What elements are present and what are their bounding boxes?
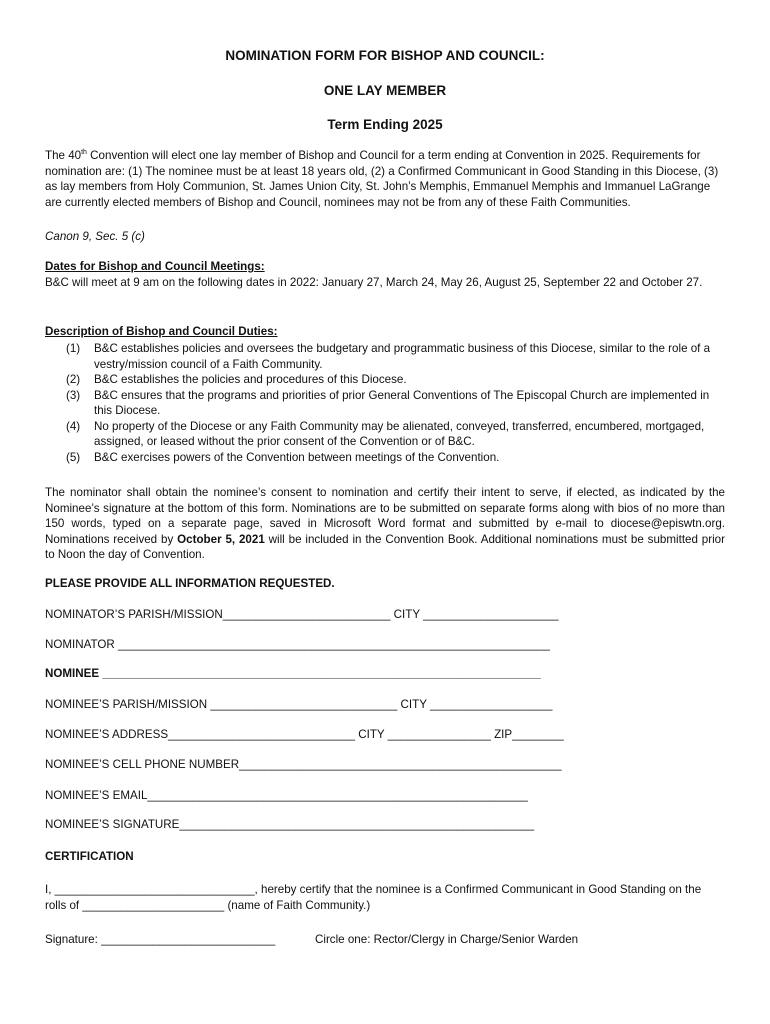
- list-item: [66, 341, 716, 372]
- form-title: NOMINATION FORM FOR BISHOP AND COUNCIL:: [225, 48, 545, 63]
- list-item: [66, 372, 716, 388]
- deadline-date: October 5, 2021: [177, 532, 265, 546]
- please-provide-heading: PLEASE PROVIDE ALL INFORMATION REQUESTED.: [45, 577, 335, 590]
- list-item: [66, 388, 716, 419]
- form-subtitle: ONE LAY MEMBER: [323, 83, 447, 98]
- list-item-text: B&C establishes the policies and procedures of this Diocese.: [94, 373, 407, 386]
- list-item-number: (1): [66, 342, 81, 355]
- instructions-text-start: The nominator shall obtain the nominee’s consent to nomination and certify their intent to serve, if elected, as indicated by the Nominee’s signature at the bottom of this form. Nominations are to be submitted on separate forms along with bios of no more than 150 words, typed on a separate page, saved in Microsoft Word format and submitted by e-mail to diocese@episwtn.org. Nominations received by: [45, 486, 725, 546]
- nominator-parish-field[interactable]: NOMINATOR’S PARISH/MISSION__________________________ CITY _____________________: [45, 608, 559, 621]
- intro-paragraph: [45, 148, 725, 210]
- dates-heading: Dates for Bishop and Council Meetings:: [45, 260, 265, 273]
- signature-field[interactable]: Signature: ___________________________: [45, 933, 276, 946]
- intro-text-rest: Convention will elect one lay member of Bishop and Council for a term ending at Convention in 2025. Requirements for nomination are: (1) The nominee must be at least 18 years old, (2) a Confirmed Communicant in Good Standing in this Diocese, (3) as lay members from Holy Communion, St. James Union City, St. John’s Memphis, Emmanuel Memphis and Immanuel LaGrange are currently elected members of Bishop and Council, nominees may not be from any of these Faith Communities.: [45, 149, 719, 209]
- list-item: [66, 419, 716, 450]
- nominator-field[interactable]: NOMINATOR ___________________________________________________________________: [45, 638, 551, 651]
- certification-statement[interactable]: I, _______________________________, hereby certify that the nominee is a Confirmed Communicant in Good Standing on the rolls of ______________________ (name of Faith Community.): [45, 883, 702, 912]
- list-item-number: (3): [66, 388, 81, 402]
- nominee-signature-field[interactable]: NOMINEE’S SIGNATURE_______________________________________________________: [45, 818, 535, 831]
- list-item-text: B&C establishes policies and oversees the budgetary and programmatic business of this Diocese, similar to the role of a vestry/mission council of a Faith Community.: [94, 342, 711, 371]
- nominee-parish-field[interactable]: NOMINEE’S PARISH/MISSION _____________________________ CITY ___________________: [45, 698, 553, 711]
- intro-text-start: The 40: [45, 149, 82, 162]
- certification-heading: CERTIFICATION: [45, 850, 134, 863]
- canon-reference: Canon 9, Sec. 5 (c): [45, 230, 145, 243]
- instructions-text-rest: will be included in the Convention Book. Additional nominations must be submitted prior to Noon the day of Convention.: [45, 532, 725, 561]
- list-item-number: (4): [66, 419, 81, 433]
- list-item-text: No property of the Diocese or any Faith Community may be alienated, conveyed, transferred, encumbered, mortgaged, assigned, or leased without the prior consent of the Convention or of B&C.: [94, 419, 705, 448]
- nominee-field[interactable]: NOMINEE ____________________________________________________________________: [45, 667, 541, 680]
- nominee-email-field[interactable]: NOMINEE’S EMAIL___________________________________________________________: [45, 789, 528, 802]
- duties-heading: Description of Bishop and Council Duties:: [45, 325, 278, 338]
- list-item-text: B&C exercises powers of the Convention between meetings of the Convention.: [94, 450, 500, 464]
- list-item-number: (5): [66, 450, 81, 464]
- intro-superscript: th: [81, 149, 87, 157]
- dates-body: B&C will meet at 9 am on the following dates in 2022: January 27, March 24, May 26, August 25, September 22 and October 27.: [45, 276, 703, 289]
- list-item-number: (2): [66, 373, 81, 386]
- list-item-text: B&C ensures that the programs and priorities of prior General Conventions of The Episcopal Church are implemented in this Diocese.: [94, 388, 710, 417]
- circle-one-options[interactable]: Circle one: Rector/Clergy in Charge/Senior Warden: [315, 933, 579, 946]
- nominee-address-field[interactable]: NOMINEE’S ADDRESS_____________________________ CITY ________________ ZIP________: [45, 728, 564, 741]
- nominator-instructions: [45, 485, 725, 563]
- duties-list: [66, 341, 716, 465]
- term-heading: Term Ending 2025: [327, 117, 443, 132]
- nominee-phone-field[interactable]: NOMINEE’S CELL PHONE NUMBER__________________________________________________: [45, 758, 562, 771]
- list-item: [66, 450, 716, 466]
